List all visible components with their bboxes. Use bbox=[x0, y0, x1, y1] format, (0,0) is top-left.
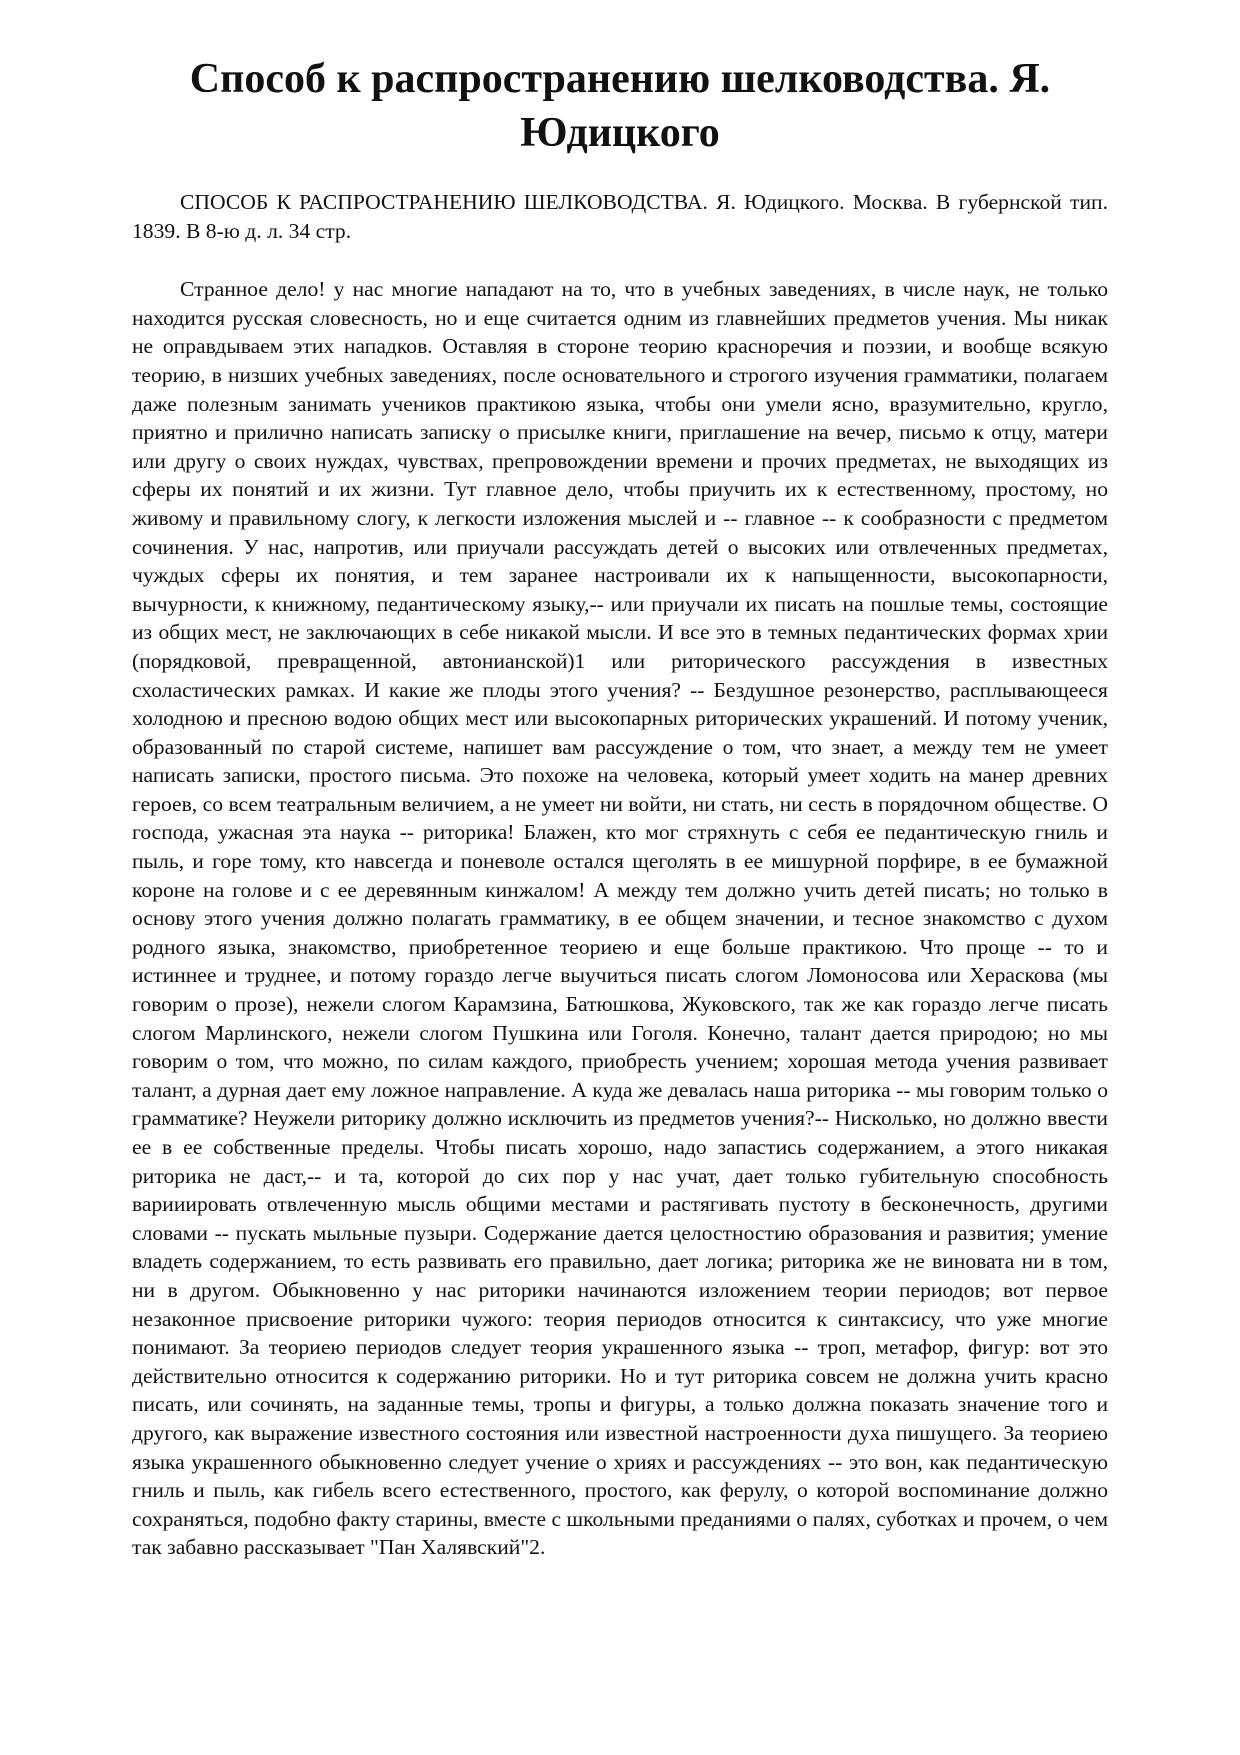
body-paragraph: Странное дело! у нас многие нападают на то, что в учебных заведениях, в числе наук, не только находится русская словесность, но и еще считается одним из главнейших предметов учения. Мы никак не оправдываем этих нападков. Оставляя в стороне теорию красноречия и поэзии, и вообще всякую теорию, в низших учебных заведениях, после основательного и строгого изучения грамматики, полагаем даже полезным занимать учеников практикою языка, чтобы они умели ясно, вразумительно, кругло, приятно и прилично написать записку о присылке книги, приглашение на вечер, письмо к отцу, матери или другу о своих нуждах, чувствах, препровождении времени и прочих предметах, не выходящих из сферы их понятий и их жизни. Тут главное дело, чтобы приучить их к естественному, простому, но живому и правильному слогу, к легкости изложения мыслей и -- главное -- к сообразности с предметом сочинения. У нас, напротив, или приучали рассуждать детей о высоких или отвлеченных предметах, чуждых сферы их понятия, и тем заранее настроивали их к напыщенности, высокопарности, вычурности, к книжному, педантическому языку,-- или приучали их писать на пошлые темы, состоящие из общих мест, не заключающих в себе никакой мысли. И все это в темных педантических формах хрии (порядковой, превращенной, автонианской)1 или риторического рассуждения в известных схоластических рамках. И какие же плоды этого учения? -- Бездушное резонерство, расплывающееся холодною и пресною водою общих мест или высокопарных риторических украшений. И потому ученик, образованный по старой системе, напишет вам рассуждение о том, что знает, а между тем не умеет написать записки, простого письма. Это похоже на человека, который умеет ходить на манер древних героев, со всем театральным величием, а не умеет ни войти, ни стать, ни сесть в порядочном обществе. О господа, ужасная эта наука -- риторика! Блажен, кто мог стряхнуть с себя ее педантическую гниль и пыль, и горе тому, кто навсегда и поневоле остался щеголять в ее мишурной порфире, в ее бумажной короне на голове и с ее деревянным кинжалом! А между тем должно учить детей писать; но только в основу этого учения должно полагать грамматику, в ее общем значении, и тесное знакомство с духом родного языка, знакомство, приобретенное теориею и еще больше практикою. Что проще -- то и истиннее и труднее, и потому гораздо легче выучиться писать слогом Ломоносова или Хераскова (мы говорим о прозе), нежели слогом Карамзина, Батюшкова, Жуковского, так же как гораздо легче писать слогом Марлинского, нежели слогом Пушкина или Гоголя. Конечно, талант дается природою; но мы говорим о том, что можно, по силам каждого, приобресть учением; хорошая метода учения развивает талант, а дурная дает ему ложное направление. А куда же девалась наша риторика -- мы говорим только о грамматике? Неужели риторику должно исключить из предметов учения?-- Нисколько, но должно ввести ее в ее собственные пределы. Чтобы писать хорошо, надо запастись содержанием, а этого никакая риторика не даст,-- и та, которой до сих пор у нас учат, дает только губительную способность варииировать отвлеченную мысль общими местами и растягивать пустоту в бесконечность, другими словами -- пускать мыльные пузыри. Содержание дается целостностию образования и развития; умение владеть содержанием, то есть развивать его правильно, дает логика; риторика же не виновата ни в том, ни в другом. Обыкновенно у нас риторики начинаются изложением теории периодов; вот первое незаконное присвоение риторики чужого: теория периодов относится к синтаксису, что уже многие понимают. За теориею периодов следует теория украшенного языка -- троп, метафор, фигур: вот это действительно относится к содержанию риторики. Но и тут риторика совсем не должна учить красно писать, или сочинять, на заданные темы, тропы и фигуры, а только должна показать значение того и другого, как выражение известного состояния или известной настроенности духа пишущего. За теориею языка украшенного обыкновенно следует учение о хриях и рассуждениях -- это вон, как педантическую гниль и пыль, как гибель всего естественного, простого, как ферулу, о которой воспоминание должно сохраняться, подобно факту старины, вместе с школьными преданиями о палях, суботках и прочем, о чем так забавно рассказывает "Пан Халявский"2. bbox=[132, 277, 1108, 1560]
document-title: Способ к распространению шелководства. Я. Юдицкого bbox=[189, 56, 1051, 156]
bibliography-paragraph: СПОСОБ К РАСПРОСТРАНЕНИЮ ШЕЛКОВОДСТВА. Я. Юдицкого. Москва. В губернской тип. 1839. В 8-ю д. л. 34 стр. bbox=[132, 190, 1108, 243]
document-page bbox=[132, 52, 1108, 1562]
